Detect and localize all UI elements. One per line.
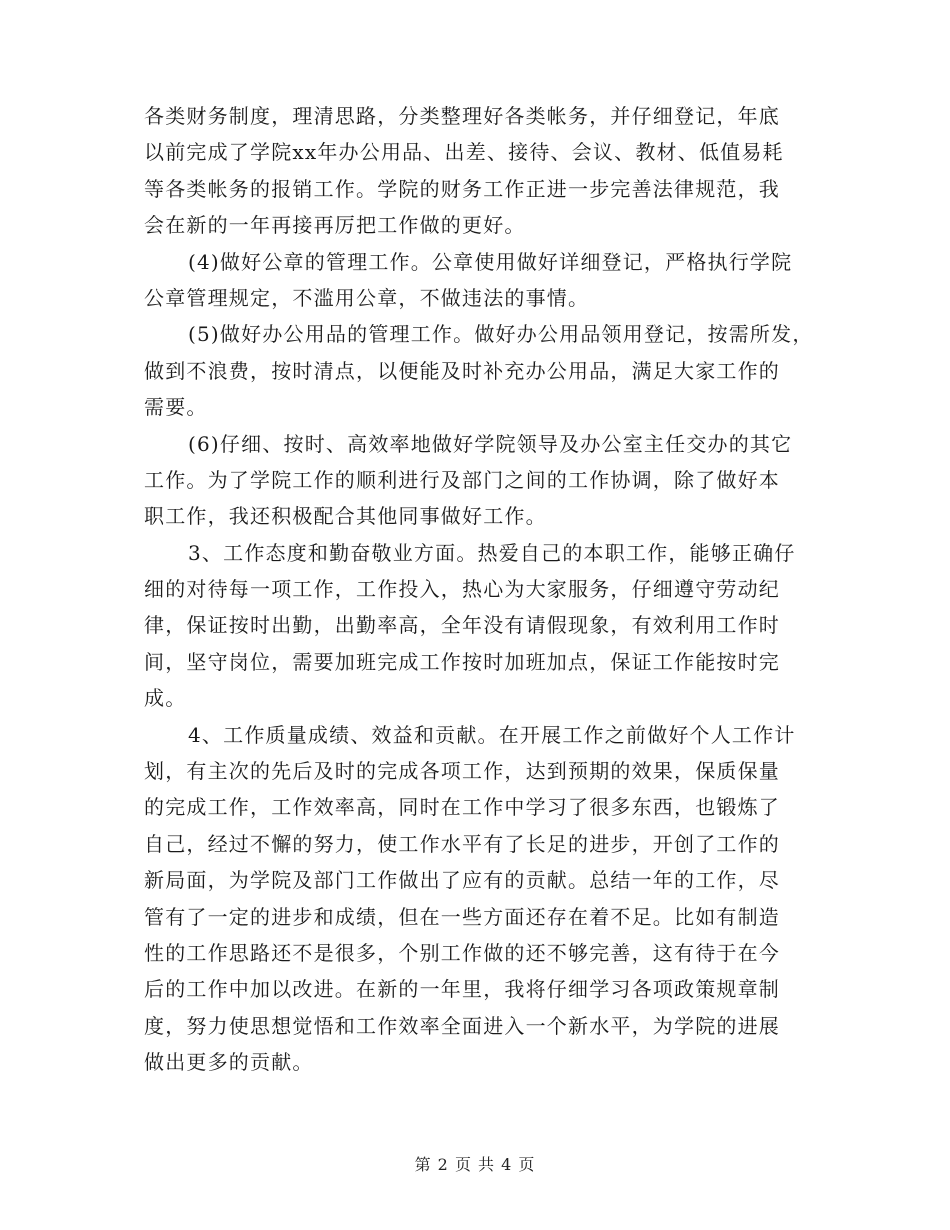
text-line: (6)仔细、按时、高效率地做好学院领导及办公室主任交办的其它	[188, 431, 793, 456]
text-line: 的完成工作，工作效率高，同时在工作中学习了很多东西，也锻炼了	[144, 795, 780, 820]
text-line: 需要。	[144, 395, 208, 420]
text-line: 后的工作中加以改进。在新的一年里，我将仔细学习各项政策规章制	[144, 977, 780, 1002]
text-line: 划，有主次的先后及时的完成各项工作，达到预期的效果，保质保量	[144, 759, 780, 784]
text-line: 做出更多的贡献。	[144, 1050, 314, 1075]
text-line: 做到不浪费，按时清点，以便能及时补充办公用品，满足大家工作的	[144, 358, 780, 383]
text-line: 以前完成了学院xx年办公用品、出差、接待、会议、教材、低值易耗	[144, 140, 784, 165]
text-line: 管有了一定的进步和成绩，但在一些方面还存在着不足。比如有制造	[144, 904, 780, 929]
text-line: 成。	[144, 686, 187, 711]
paragraph-work-quality	[144, 717, 812, 1081]
paragraph-seal-management	[144, 244, 812, 317]
paragraph-office-supplies	[144, 316, 812, 425]
page-number-footer: 第 2 页 共 4 页	[414, 1155, 536, 1174]
text-line: 公章管理规定，不滥用公章，不做违法的事情。	[144, 285, 590, 310]
text-line: 工作。为了学院工作的顺利进行及部门之间的工作协调，除了做好本	[144, 467, 780, 492]
text-line: 性的工作思路还不是很多，个别工作做的还不够完善，这有待于在今	[144, 940, 780, 965]
text-line: 律，保证按时出勤，出勤率高，全年没有请假现象，有效利用工作时	[144, 613, 780, 638]
text-line: 3、工作态度和勤奋敬业方面。热爱自己的本职工作，能够正确仔	[188, 540, 796, 565]
text-line: 细的对待每一项工作，工作投入，热心为大家服务，仔细遵守劳动纪	[144, 577, 780, 602]
text-line: (4)做好公章的管理工作。公章使用做好详细登记，严格执行学院	[188, 249, 793, 274]
text-line: 等各类帐务的报销工作。学院的财务工作正进一步完善法律规范，我	[144, 176, 780, 201]
text-line: 间，坚守岗位，需要加班完成工作按时加班加点，保证工作能按时完	[144, 649, 780, 674]
text-line: 4、工作质量成绩、效益和贡献。在开展工作之前做好个人工作计	[188, 722, 796, 747]
paragraph-finance-records	[144, 98, 812, 244]
text-line: 职工作，我还积极配合其他同事做好工作。	[144, 504, 547, 529]
paragraph-assigned-tasks	[144, 426, 812, 535]
text-line: 会在新的一年再接再厉把工作做的更好。	[144, 213, 526, 238]
text-line: 度，努力使思想觉悟和工作效率全面进入一个新水平，为学院的进展	[144, 1013, 780, 1038]
text-line: 自己，经过不懈的努力，使工作水平有了长足的进步，开创了工作的	[144, 831, 780, 856]
paragraph-work-attitude	[144, 535, 812, 717]
text-line: 各类财务制度，理清思路，分类整理好各类帐务，并仔细登记，年底	[144, 104, 780, 128]
document-body	[144, 98, 812, 1081]
text-line: 新局面，为学院及部门工作做出了应有的贡献。总结一年的工作，尽	[144, 868, 780, 893]
text-line: (5)做好办公用品的管理工作。做好办公用品领用登记，按需所发，	[188, 322, 814, 347]
